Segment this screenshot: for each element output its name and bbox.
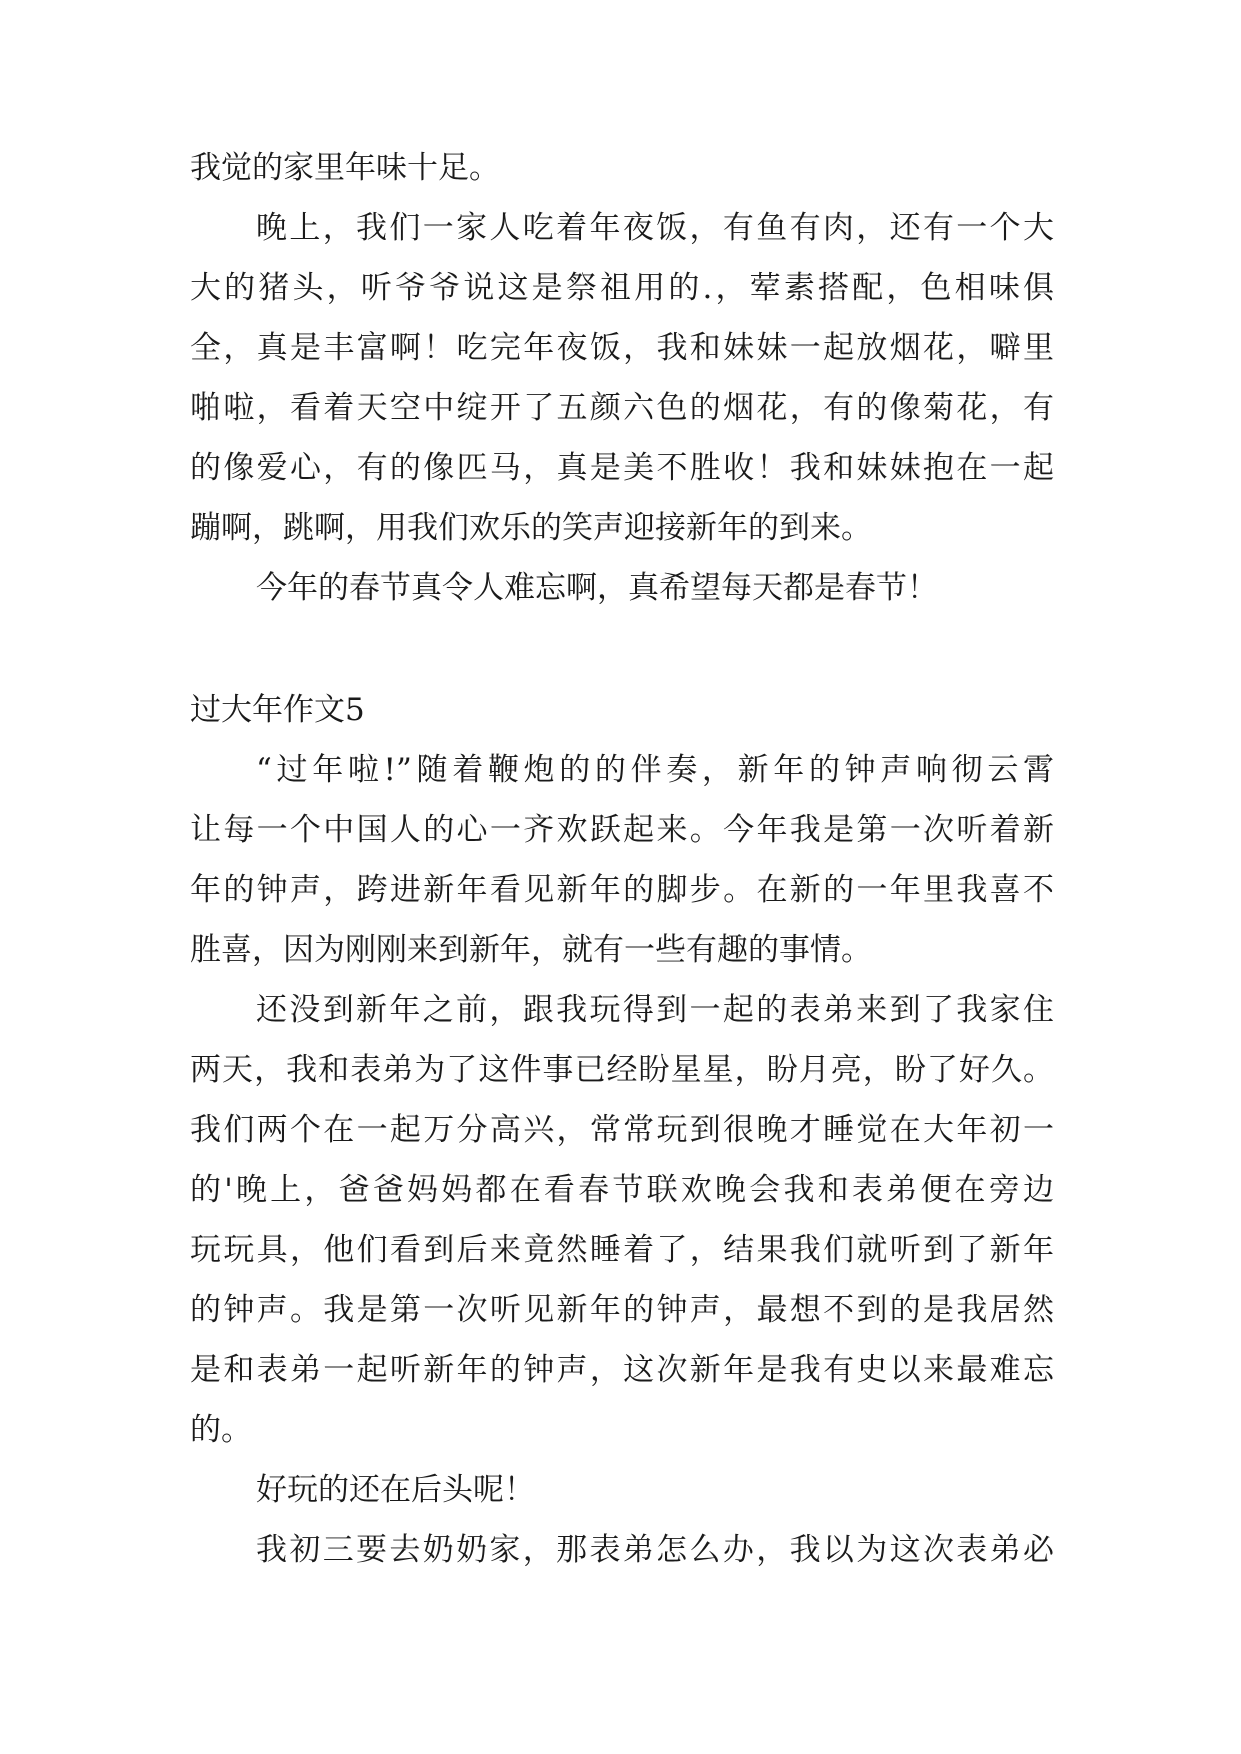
paragraph-line: 全，真是丰富啊！吃完年夜饭，我和妹妹一起放烟花，噼里 [190,330,1054,366]
paragraph-line: 的像爱心，有的像匹马，真是美不胜收！我和妹妹抱在一起 [190,450,1054,486]
paragraph-line: 我初三要去奶奶家，那表弟怎么办，我以为这次表弟必 [256,1532,1054,1568]
paragraph-line: 我觉的家里年味十足。 [190,150,500,186]
paragraph-line: 的钟声。我是第一次听见新年的钟声，最想不到的是我居然 [190,1292,1054,1328]
paragraph-line: 好玩的还在后头呢！ [256,1472,535,1508]
paragraph-line: 两天，我和表弟为了这件事已经盼星星，盼月亮，盼了好久。 [190,1052,1054,1088]
paragraph-line: “过年啦!”随着鞭炮的的伴奏，新年的钟声响彻云霄 [256,752,1054,788]
paragraph-line: 玩玩具，他们看到后来竟然睡着了，结果我们就听到了新年 [190,1232,1054,1268]
paragraph-line: 蹦啊，跳啊，用我们欢乐的笑声迎接新年的到来。 [190,510,872,546]
paragraph-line: 我们两个在一起万分高兴，常常玩到很晚才睡觉在大年初一 [190,1112,1054,1148]
paragraph-line: 让每一个中国人的心一齐欢跃起来。今年我是第一次听着新 [190,812,1054,848]
paragraph-line: 今年的春节真令人难忘啊，真希望每天都是春节！ [256,570,938,606]
paragraph-line: 是和表弟一起听新年的钟声，这次新年是我有史以来最难忘 [190,1352,1054,1388]
paragraph-line: 的'晚上，爸爸妈妈都在看春节联欢晚会我和表弟便在旁边 [190,1172,1054,1208]
paragraph-line: 年的钟声，跨进新年看见新年的脚步。在新的一年里我喜不 [190,872,1054,908]
section-title: 过大年作文5 [190,692,365,728]
paragraph-line: 的。 [190,1412,252,1448]
paragraph-line: 晚上，我们一家人吃着年夜饭，有鱼有肉，还有一个大 [256,210,1054,246]
paragraph-line: 还没到新年之前，跟我玩得到一起的表弟来到了我家住 [256,992,1054,1028]
paragraph-line: 大的猪头，听爷爷说这是祭祖用的.，荤素搭配，色相味俱 [190,270,1054,306]
paragraph-line: 啪啦，看着天空中绽开了五颜六色的烟花，有的像菊花，有 [190,390,1054,426]
paragraph-line: 胜喜，因为刚刚来到新年，就有一些有趣的事情。 [190,932,872,968]
